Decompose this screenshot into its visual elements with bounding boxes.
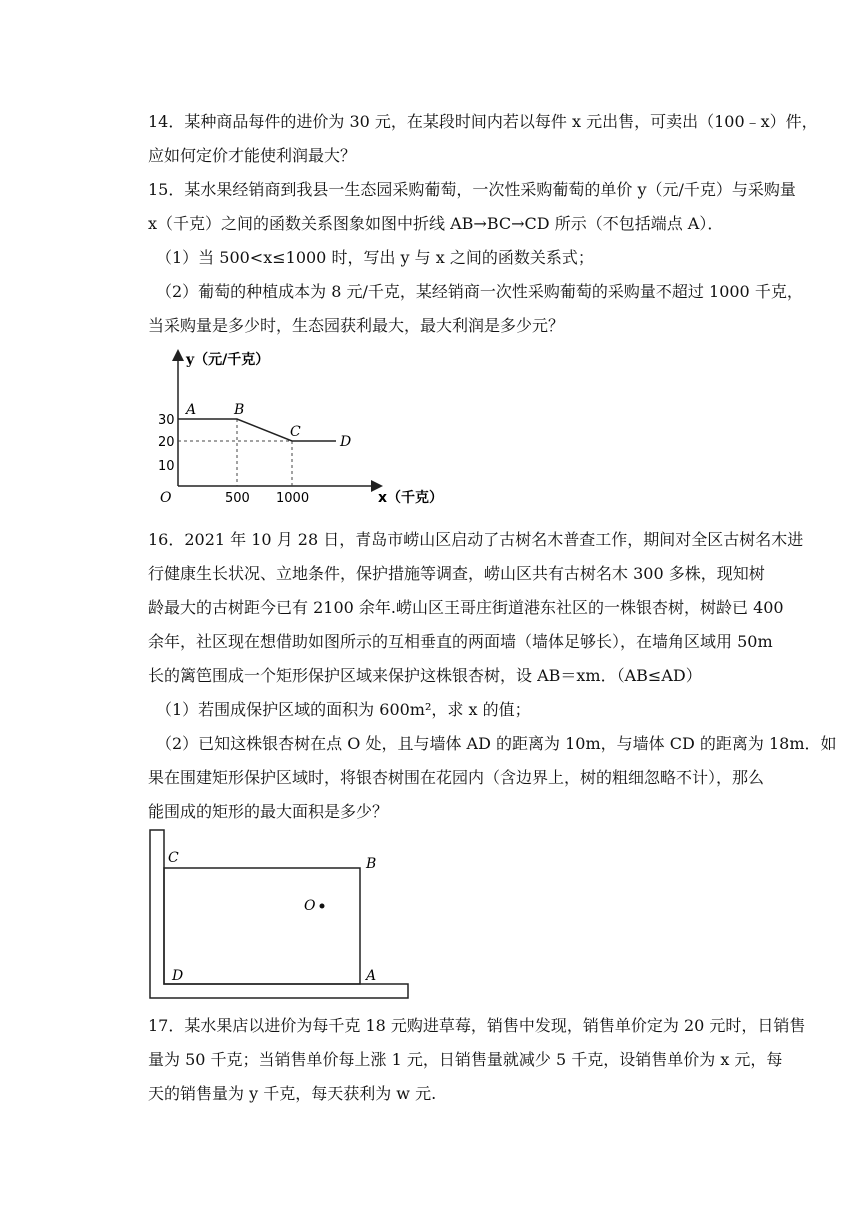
q16-line-4: 余年，社区现在想借助如图所示的互相垂直的两面墙（墙体足够长），在墙角区域用 50m <box>148 632 773 651</box>
x-tick-500: 500 <box>225 491 250 506</box>
q16-sub-2a: （2）已知这株银杏树在点 O 处，且与墙体 AD 的距离为 10m，与墙体 CD 的距离为 18m．如 <box>156 734 837 753</box>
label-D: D <box>172 968 184 984</box>
q17-line-3: 天的销售量为 y 千克，每天获利为 w 元. <box>148 1084 437 1103</box>
label-C: C <box>168 850 179 866</box>
origin-label: O <box>160 490 172 506</box>
q16-line-3: 龄最大的古树距今已有 2100 余年.崂山区王哥庄街道港东社区的一株银杏树，树龄已 400 <box>148 598 784 617</box>
q16-line-5: 长的篱笆围成一个矩形保护区域来保护这株银杏树，设 AB＝xm．（AB≤AD） <box>148 666 702 685</box>
y-tick-20: 20 <box>158 435 175 450</box>
q16-sub-2b: 果在围建矩形保护区域时，将银杏树围在花园内（含边界上，树的粗细忽略不计），那么 <box>148 768 765 787</box>
point-A-label: A <box>186 402 197 418</box>
tree-point-o <box>320 904 325 909</box>
q17-line-1: 17．某水果店以进价为每千克 18 元购进草莓，销售中发现，销售单价定为 20 元时，日销售 <box>148 1016 806 1035</box>
label-A: A <box>366 968 377 984</box>
q16-line-1: 16．2021 年 10 月 28 日，青岛市崂山区启动了古树名木普查工作，期间对全区古树名木进 <box>148 530 804 549</box>
y-tick-10: 10 <box>158 459 175 474</box>
label-O: O <box>304 898 316 914</box>
point-D-label: D <box>340 434 352 450</box>
q15-sub-2a: （2）葡萄的种植成本为 8 元/千克，某经销商一次性采购葡萄的采购量不超过 1000 千克， <box>156 282 803 301</box>
y-axis-label: y（元/千克） <box>186 352 270 368</box>
q15-line-1: 15．某水果经销商到我县一生态园采购葡萄，一次性采购葡萄的单价 y（元/千克）与采购量 <box>148 180 796 199</box>
point-C-label: C <box>290 424 301 440</box>
q15-function-graph <box>140 344 460 514</box>
q16-line-2: 行健康生长状况、立地条件，保护措施等调查，崂山区共有古树名木 300 多株，现知树 <box>148 564 765 583</box>
point-B-label: B <box>234 402 245 418</box>
y-tick-30: 30 <box>158 413 175 428</box>
q14-line-1: 14．某种商品每件的进价为 30 元，在某段时间内若以每件 x 元出售，可卖出（100﹣x）件， <box>148 112 818 131</box>
q14-line-2: 应如何定价才能使利润最大？ <box>148 146 357 165</box>
q15-sub-2b: 当采购量是多少时，生态园获利最大，最大利润是多少元？ <box>148 316 565 335</box>
q16-sub-2c: 能围成的矩形的最大面积是多少？ <box>148 802 389 821</box>
x-axis-label: x（千克） <box>378 490 444 506</box>
label-B: B <box>366 856 377 872</box>
q16-sub-1: （1）若围成保护区域的面积为 600m²，求 x 的值； <box>156 700 531 719</box>
broken-line-abcd <box>178 419 336 441</box>
q17-line-2: 量为 50 千克；当销售单价每上涨 1 元，日销售量就减少 5 千克，设销售单价为 x 元，每 <box>148 1050 783 1069</box>
x-tick-1000: 1000 <box>276 491 310 506</box>
protection-rectangle <box>164 868 360 984</box>
q16-walls-figure <box>146 828 414 1004</box>
q15-line-2: x（千克）之间的函数关系图象如图中折线 AB→BC→CD 所示（不包括端点 A）． <box>148 214 724 233</box>
q15-sub-1: （1）当 500<x≤1000 时，写出 y 与 x 之间的函数关系式； <box>156 248 594 267</box>
